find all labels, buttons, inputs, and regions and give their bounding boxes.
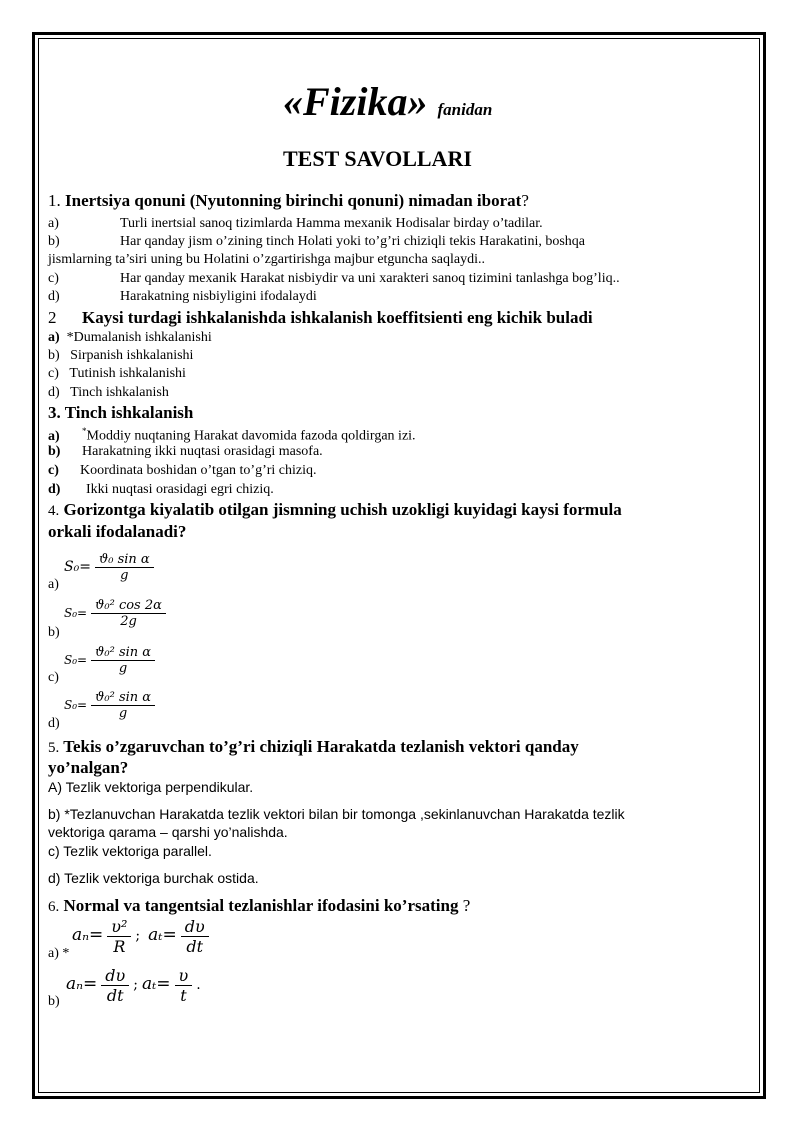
question-text: Gorizontga kiyalatib otilgan jismning uchish uzokligi kuyidagi kaysi formula xyxy=(63,500,622,519)
question-number: 1. xyxy=(48,191,61,210)
q4-option-c-formula: S₀= $\frac{\text{ϑ₀² sin α}}{g}$ xyxy=(64,645,155,676)
q4-option-b-label: b) xyxy=(48,625,60,640)
question-text: Inertsiya qonuni (Nyutonning birinchi qonuni) nimadan iborat xyxy=(65,191,522,210)
q3-option-b: b) Harakatning ikki nuqtasi orasidagi masofa. xyxy=(48,444,323,459)
q5-option-b-cont: vektoriga qarama – qarshi yo’nalishda. xyxy=(48,824,288,840)
question-number: 5. xyxy=(48,740,60,756)
question-1 xyxy=(48,191,529,211)
q6-option-b-label: b) xyxy=(48,994,60,1009)
question-end: ? xyxy=(521,191,529,210)
q2-option-c: c) Tutinish ishkalanishi xyxy=(48,366,186,381)
q5-option-b: b) *Tezlanuvchan Harakatda tezlik vektori bilan bir tomonga ,sekinlanuvchan Harakatda tezlik xyxy=(48,806,625,822)
q4-option-c-label: c) xyxy=(48,670,59,685)
question-number: 2 xyxy=(48,308,57,327)
question-text: Normal va tangentsial tezlanishlar ifodasini ko’rsating xyxy=(63,896,459,915)
q6-option-a-label: a) * xyxy=(48,946,70,961)
question-number: 4. xyxy=(48,503,60,519)
q2-option-d: d) Tinch ishkalanish xyxy=(48,385,169,400)
q1-option-b: b) Har qanday jism o’zining tinch Holati yoki to’g’ri chiziqli tekis Harakatini, boshqa xyxy=(48,234,586,249)
q4-option-a-label: a) xyxy=(48,577,59,592)
q4-option-d-formula: S₀= $\frac{\text{ϑ₀² sin α}}{g}$ xyxy=(64,690,155,721)
q4-option-d-label: d) xyxy=(48,716,60,731)
q1-option-d: d) Harakatning nisbiyligini ifodalaydi xyxy=(48,289,317,304)
q4-option-a-formula: S₀= $\frac{\text{ϑ₀ sin α}}{g}$ xyxy=(64,552,154,583)
q6-option-b-formula: aₙ= $\frac{d\upsilon}{dt}$ ; aₜ= $\frac{\upsilon}{t}$ . xyxy=(66,966,201,1005)
q5-option-d: d) Tezlik vektoriga burchak ostida. xyxy=(48,870,259,886)
question-number: 6. xyxy=(48,899,60,915)
title-main: «Fizika» xyxy=(283,79,428,124)
q1-option-c: c) Har qanday mexanik Harakat nisbiydir va uni xarakteri sanoq tizimini tanlashga bog’liq.. xyxy=(48,271,620,286)
q3-option-a: a) *Moddiy nuqtaning Harakat davomida fazoda qoldirgan izi. xyxy=(48,426,416,444)
document-subtitle: TEST SAVOLLARI xyxy=(283,146,472,171)
q5-option-a: A) Tezlik vektoriga perpendikular. xyxy=(48,779,254,795)
q2-option-b: b) Sirpanish ishkalanishi xyxy=(48,348,194,363)
q3-option-d: d) Ikki nuqtasi orasidagi egri chiziq. xyxy=(48,482,274,497)
q1-option-a: a) Turli inertsial sanoq tizimlarda Hamma mexanik Hodisalar birday o’tadilar. xyxy=(48,216,543,231)
question-4-cont: orkali ifodalanadi? xyxy=(48,522,187,541)
q2-option-a: a) *Dumalanish ishkalanishi xyxy=(48,330,212,345)
question-4 xyxy=(48,500,622,520)
document-title xyxy=(283,78,492,125)
q6-option-a-formula: aₙ= $\frac{\text{υ²}}{R}$ ; aₜ= $\frac{d\upsilon}{dt}$ xyxy=(72,917,209,956)
question-5 xyxy=(48,737,579,757)
question-2 xyxy=(48,308,593,328)
title-suffix: fanidan xyxy=(437,100,493,119)
question-text: Kaysi turdagi ishkalanishda ishkalanish koeffitsienti eng kichik buladi xyxy=(82,308,593,327)
question-text: Tekis o’zgaruvchan to’g’ri chiziqli Harakatda tezlanish vektori qanday xyxy=(63,737,579,756)
question-6 xyxy=(48,896,470,916)
q3-option-c: c) Koordinata boshidan o’tgan to’g’ri chiziq. xyxy=(48,463,317,478)
question-5-cont: yo’nalgan? xyxy=(48,758,129,777)
question-end: ? xyxy=(462,896,471,915)
question-3: 3. Tinch ishkalanish xyxy=(48,403,194,422)
q1-option-b-cont: jismlarning ta’siri uning bu Holatini o’zgartirishga majbur etguncha saqlaydi.. xyxy=(48,252,486,267)
q4-option-b-formula: S₀= $\frac{\text{ϑ₀² cos 2α}}{2g}$ xyxy=(64,598,166,629)
q5-option-c: c) Tezlik vektoriga parallel. xyxy=(48,843,212,859)
